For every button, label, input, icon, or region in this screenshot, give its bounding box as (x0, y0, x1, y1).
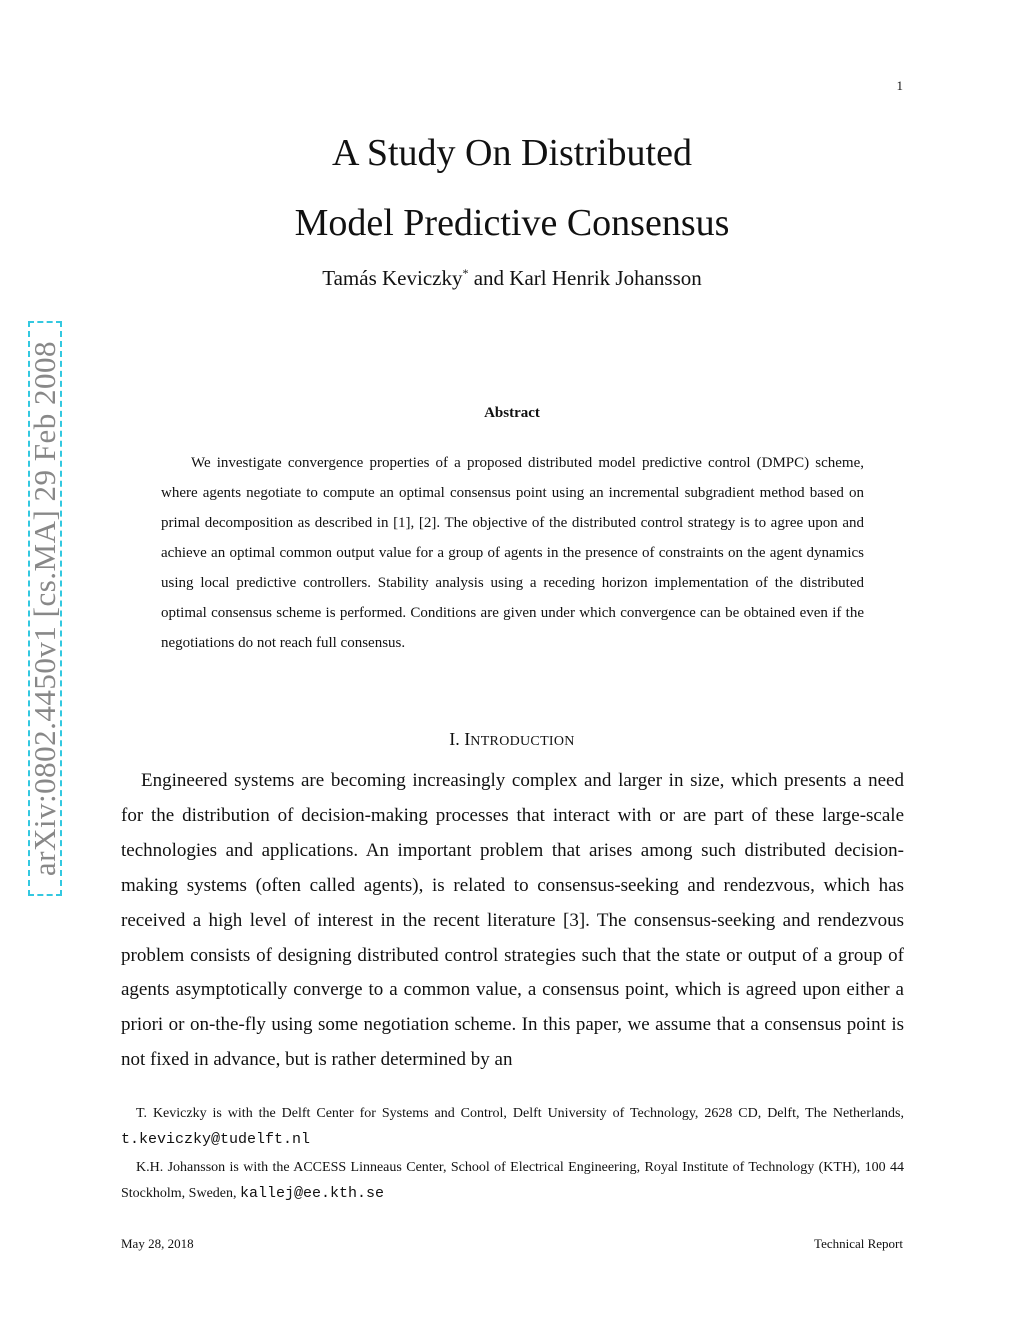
author-first: Tamás Keviczky (322, 266, 463, 290)
introduction-text: Engineered systems are becoming increasingly complex and larger in size, which presents a need for the distribution of decision-making processes that interact with or are part of these large-scale technologies and applications. An important problem that arises among such distributed decision-making systems (often called agents), is related to consensus-seeking and rendezvous, which has received a high level of interest in the recent literature [3]. The consensus-seeking and rendezvous problem consists of designing distributed control strategies such that the state or output of a group of agents asymptotically converge to a common value, a consensus point, which is agreed upon either a priori or on-the-fly using some negotiation scheme. In this paper, we assume that a consensus point is not fixed in advance, but is rather determined by an (121, 770, 904, 1071)
footnote-2-email[interactable]: kallej@ee.kth.se (240, 1185, 385, 1202)
page-number: 1 (896, 78, 903, 93)
abstract-heading: Abstract (484, 405, 540, 421)
section-initial: I (464, 729, 471, 749)
footnote-keviczky (121, 1101, 904, 1153)
title-line-2: Model Predictive Consensus (294, 202, 730, 244)
arxiv-stamp-text: arXiv:0802.4450v1 [cs.MA] 29 Feb 2008 (27, 340, 62, 877)
footnote-johansson (121, 1155, 904, 1207)
abstract-text: We investigate convergence properties of a proposed distributed model predictive control (DMPC) scheme, where agents negotiate to compute an optimal consensus point using an incremental subgradient method based on primal decomposition as described in [1], [2]. The objective of the distributed control strategy is to agree upon and achieve an optimal common output value for a group of agents in the presence of constraints on the agent dynamics using local predictive controllers. Stability analysis using a receding horizon implementation of the distributed optimal consensus scheme is performed. Conditions are given under which convergence can be obtained even if the negotiations do not reach full consensus. (161, 455, 864, 651)
author-line (0, 266, 1024, 291)
section-heading (0, 729, 1024, 750)
section-rest: NTRODUCTION (470, 734, 575, 749)
footnote-1-text: T. Keviczky is with the Delft Center for Systems and Control, Delft University of Technology, 2628 CD, Delft, The Netherlands, (136, 1106, 904, 1121)
footnote-2-text: K.H. Johansson is with the ACCESS Linneaus Center, School of Electrical Engineering, Royal Institute of Technology (KTH), 100 44 Stockholm, Sweden, (121, 1160, 904, 1201)
title-line-1: A Study On Distributed (332, 132, 692, 174)
footer-label: Technical Report (814, 1236, 903, 1251)
footnote-1-email[interactable]: t.keviczky@tudelft.nl (121, 1131, 311, 1148)
author-footnote-marker: * (462, 266, 469, 280)
author-rest: and Karl Henrik Johansson (468, 266, 702, 290)
section-number: I. (449, 729, 465, 749)
footer-date: May 28, 2018 (121, 1236, 194, 1251)
paper-title (0, 118, 1024, 258)
